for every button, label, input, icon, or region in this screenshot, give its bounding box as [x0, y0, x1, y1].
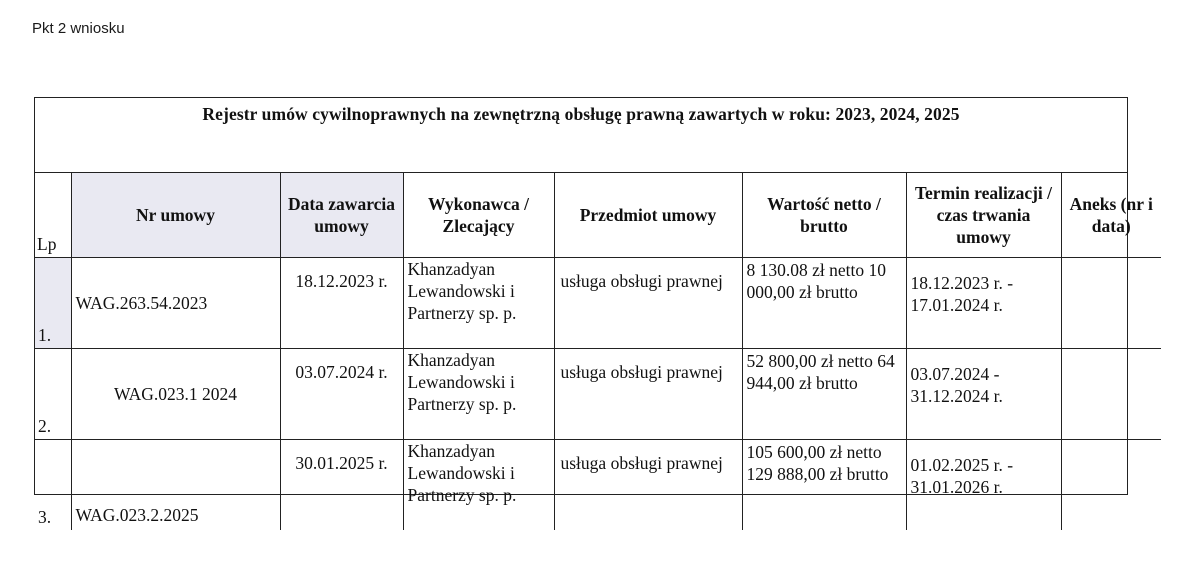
document-note: Pkt 2 wniosku: [32, 20, 125, 37]
cell-termin: 03.07.2024 - 31.12.2024 r.: [906, 349, 1061, 440]
cell-termin: 01.02.2025 r. - 31.01.2026 r.: [906, 440, 1061, 531]
header-lp: Lp: [35, 173, 71, 258]
cell-wykonawca: Khanzadyan Lewandowski i Partnerzy sp. p.: [403, 349, 554, 440]
cell-data-zawarcia: 30.01.2025 r.: [280, 440, 403, 531]
header-wartosc: Wartość netto / brutto: [742, 173, 906, 258]
cell-lp: 3.: [35, 440, 71, 531]
header-wykonawca: Wykonawca / Zlecający: [403, 173, 554, 258]
header-przedmiot: Przedmiot umowy: [554, 173, 742, 258]
cell-lp: 2.: [35, 349, 71, 440]
cell-przedmiot: usługa obsługi prawnej: [554, 349, 742, 440]
table-header-row: [35, 173, 1161, 258]
cell-aneks: [1061, 349, 1161, 440]
table-row: [35, 258, 1161, 349]
cell-data-zawarcia: 03.07.2024 r.: [280, 349, 403, 440]
cell-termin: 18.12.2023 r. - 17.01.2024 r.: [906, 258, 1061, 349]
cell-nr-umowy: WAG.023.1 2024: [71, 349, 280, 440]
cell-lp: 1.: [35, 258, 71, 349]
header-termin: Termin realizacji / czas trwania umowy: [906, 173, 1061, 258]
cell-aneks: [1061, 258, 1161, 349]
header-nr-umowy: Nr umowy: [71, 173, 280, 258]
contracts-register: [34, 97, 1153, 527]
table-row: [35, 349, 1161, 440]
register-title: Rejestr umów cywilnoprawnych na zewnętrzną obsługę prawną zawartych w roku: 2023, 2024, 2025: [35, 98, 1127, 173]
cell-wykonawca: Khanzadyan Lewandowski i Partnerzy sp. p.: [403, 258, 554, 349]
cell-wartosc: 52 800,00 zł netto 64 944,00 zł brutto: [742, 349, 906, 440]
header-aneks: Aneks (nr i data): [1061, 173, 1161, 258]
table-row: [35, 440, 1161, 531]
cell-data-zawarcia: 18.12.2023 r.: [280, 258, 403, 349]
header-data-zawarcia: Data zawarcia umowy: [280, 173, 403, 258]
cell-wykonawca: Khanzadyan Lewandowski i Partnerzy sp. p.: [403, 440, 554, 531]
cell-przedmiot: usługa obsługi prawnej: [554, 258, 742, 349]
cell-nr-umowy: WAG.023.2.2025: [71, 440, 280, 531]
cell-nr-umowy: WAG.263.54.2023: [71, 258, 280, 349]
cell-wartosc: 8 130.08 zł netto 10 000,00 zł brutto: [742, 258, 906, 349]
contracts-table: [35, 173, 1161, 530]
cell-wartosc: 105 600,00 zł netto 129 888,00 zł brutto: [742, 440, 906, 531]
cell-przedmiot: usługa obsługi prawnej: [554, 440, 742, 531]
cell-aneks: [1061, 440, 1161, 531]
